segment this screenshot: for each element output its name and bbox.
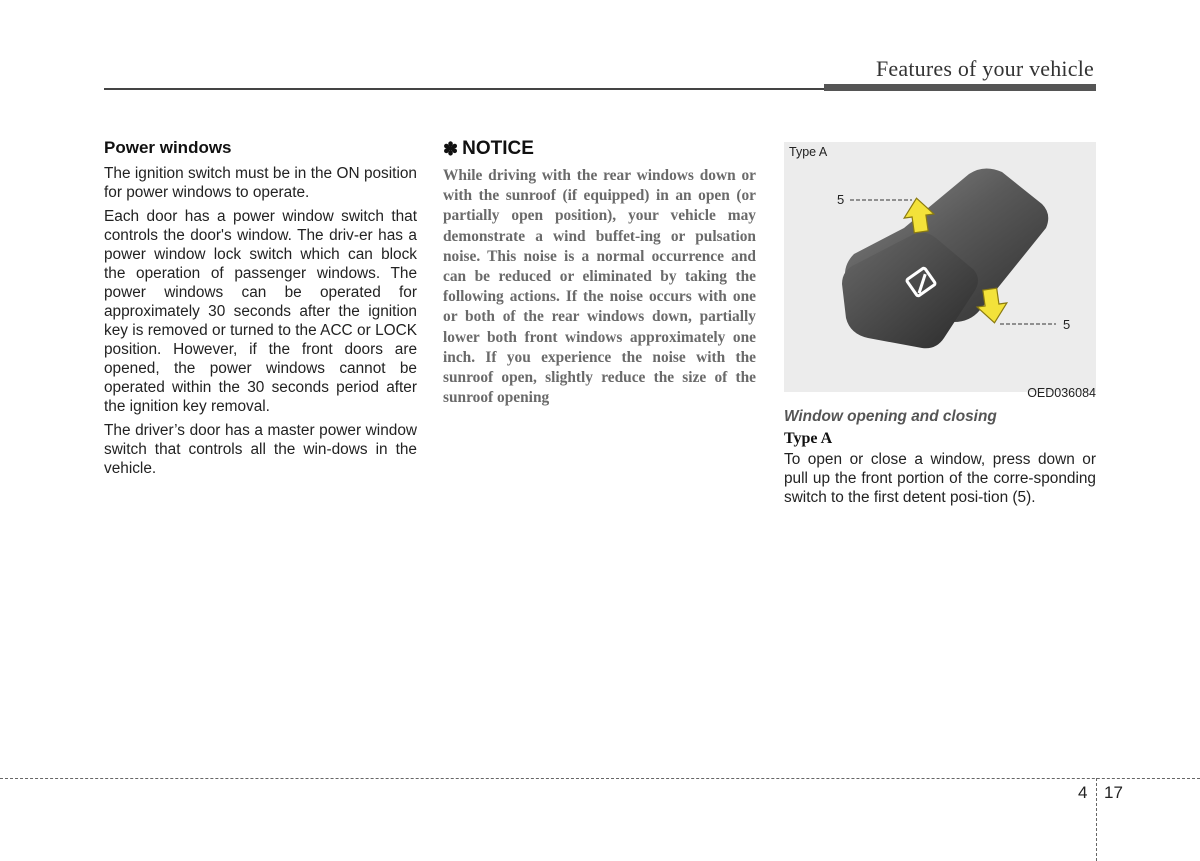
notice-title: NOTICE xyxy=(462,138,534,159)
header-rule-accent xyxy=(824,84,1096,91)
power-windows-section xyxy=(104,138,417,483)
window-switch-illustration xyxy=(784,142,1096,374)
paragraph: The ignition switch must be in the ON position for power windows to operate. xyxy=(104,165,417,201)
notice-heading xyxy=(443,138,756,160)
callout-number: 5 xyxy=(837,192,845,207)
notice-box xyxy=(443,138,756,408)
window-switch-figure xyxy=(784,142,1096,400)
subheading: Type A xyxy=(784,430,833,447)
notice-body: While driving with the rear windows down or with the sunroof (if equipped) in an open (or partially open position), your vehicle may demonstrate a wind buffet-ing or pulsation noise. This noise is a normal occurrence and can be reduced or eliminated by taking the following actions. If the noise occurs with one or both of the rear windows down, partially lower both front windows approximately one inch. If you experience the noise with the sunroof open, slightly reduce the size of the sunroof opening xyxy=(443,167,756,407)
figure-code: OED036084 xyxy=(1027,386,1096,400)
running-header: Features of your vehicle xyxy=(875,56,1094,81)
footer-divider xyxy=(1096,778,1097,861)
chapter-number: 4 xyxy=(1078,783,1088,802)
paragraph: Each door has a power window switch that controls the door's window. The driv-er has a power window lock switch which can block the operation of passenger windows. The power windows can be operated for approximately 30 seconds after the ignition key is removed or turned to the ACC or LOCK position. However, if the front doors are opened, the power windows cannot be operated within the 30 seconds period after the ignition key removal. xyxy=(104,208,417,415)
footer-rule xyxy=(0,778,1200,779)
paragraph: To open or close a window, press down or pull up the front portion of the corre-sponding switch to the first detent posi-tion (5). xyxy=(784,451,1096,506)
figure-caption: Window opening and closing xyxy=(784,408,997,425)
header-rule xyxy=(104,88,824,90)
page-number: 17 xyxy=(1104,783,1123,802)
callout-number: 5 xyxy=(1063,317,1071,332)
paragraph: The driver’s door has a master power window switch that controls all the win-dows in the vehicle. xyxy=(104,422,417,477)
section-heading: Power windows xyxy=(104,138,232,157)
figure-type-label: Type A xyxy=(789,145,828,159)
asterisk-icon: ✽ xyxy=(443,138,459,159)
window-switch-section xyxy=(784,142,1096,512)
